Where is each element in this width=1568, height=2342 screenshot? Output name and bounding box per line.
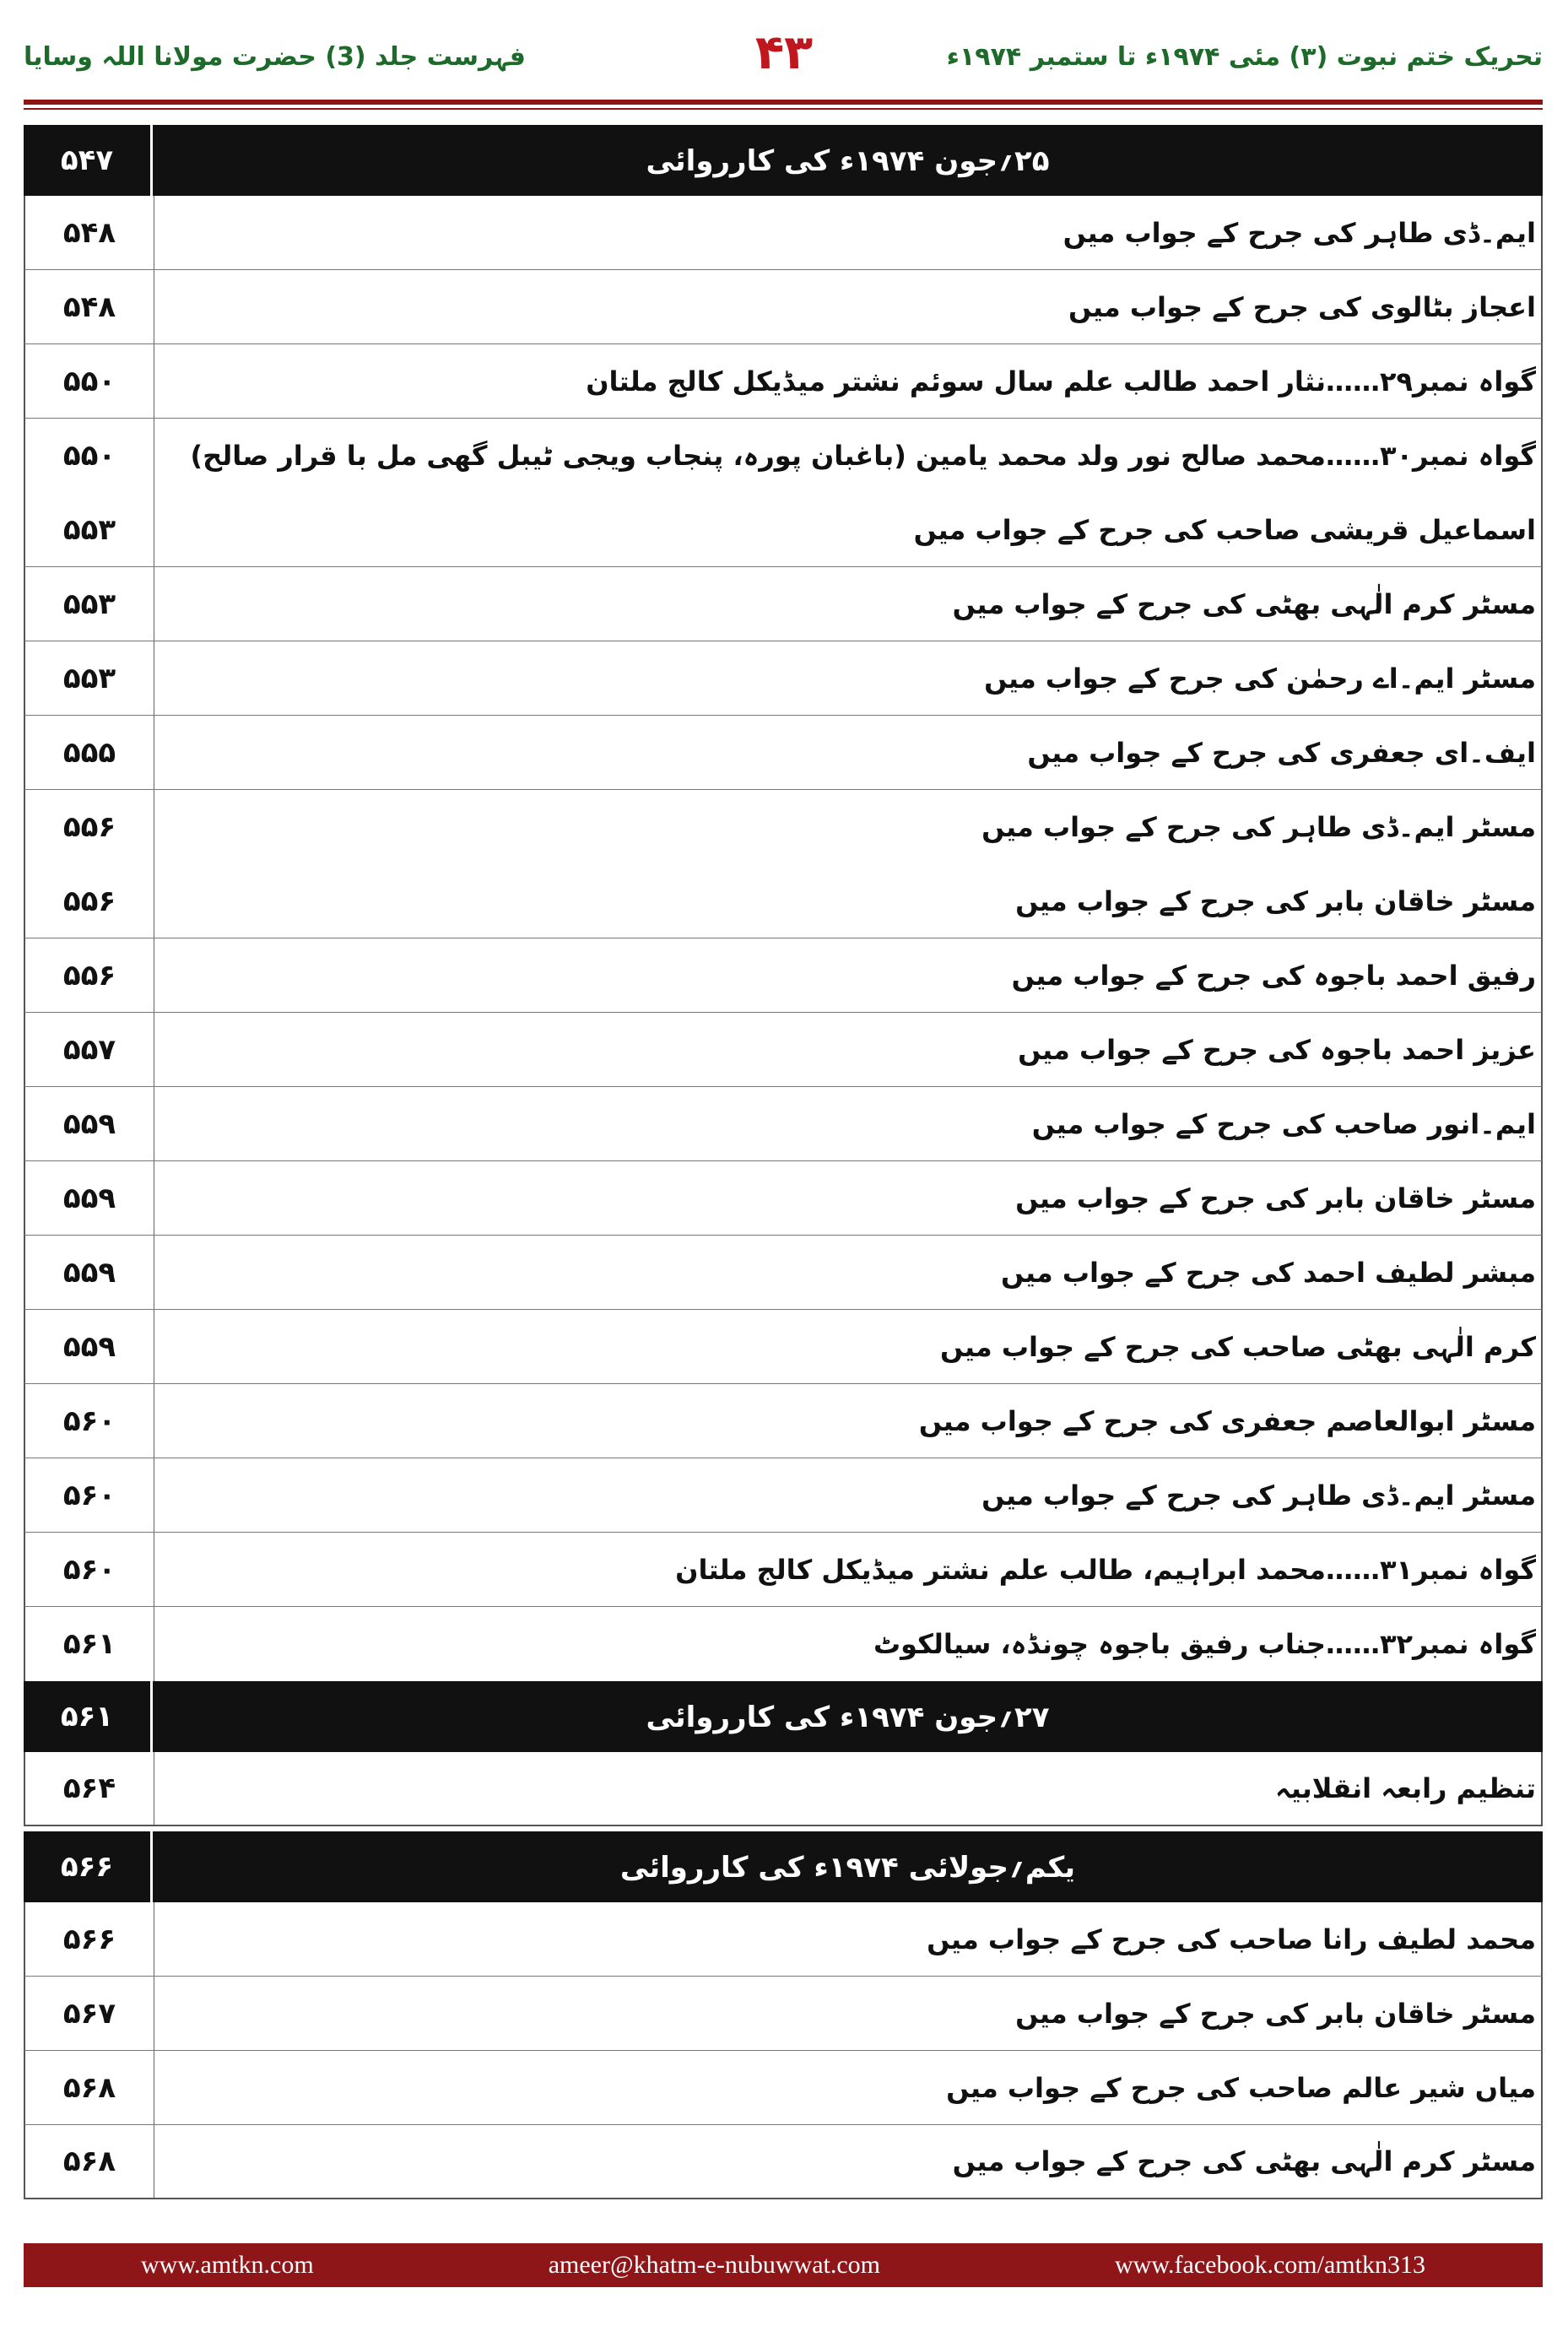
toc-entry (24, 196, 1543, 270)
email-link[interactable]: ameer@khatm-e-nubuwwat.com (548, 2251, 880, 2279)
entry-title: مبشر لطیف احمد کی جرح کے جواب میں (1001, 1256, 1536, 1289)
book-title: تحریک ختم نبوت (۳) مئی ۱۹۷۴ء تا ستمبر ۱۹۷۴ء (946, 42, 1543, 72)
toc-entry (24, 1384, 1543, 1458)
entry-title: ایف۔ای جعفری کی جرح کے جواب میں (1027, 736, 1536, 769)
website-link[interactable]: www.amtkn.com (141, 2251, 314, 2279)
section-header (24, 1831, 1543, 1902)
page-footer (24, 2243, 1543, 2287)
header-rule-thick (24, 100, 1543, 105)
entry-title: تنظیم رابعہ انقلابیہ (1274, 1772, 1536, 1804)
entry-title: مسٹر خاقان بابر کی جرح کے جواب میں (1015, 1997, 1536, 2030)
section-header (24, 125, 1543, 196)
section-page-number: ۵۶۱ (24, 1681, 153, 1752)
page-number: ۴۳ (754, 25, 814, 80)
toc-entry (24, 716, 1543, 790)
entry-title: مسٹر کرم الٰہی بھٹی کی جرح کے جواب میں (952, 2145, 1536, 2177)
toc-entry (24, 2125, 1543, 2199)
entry-page-number: ۵۶۷ (25, 1977, 154, 2050)
toc-entry (24, 567, 1543, 641)
section-page-number: ۵۴۷ (24, 125, 153, 196)
entry-page-number: ۵۶۰ (25, 1533, 154, 1606)
table-of-contents (24, 125, 1543, 2199)
entry-title: گواہ نمبر۳۰……محمد صالح نور ولد محمد یامین (باغبان پورہ، پنجاب ویجی ٹیبل گھی مل با قرار صالح) (190, 440, 1536, 472)
toc-entry (24, 1977, 1543, 2051)
facebook-link[interactable]: www.facebook.com/amtkn313 (1115, 2251, 1425, 2279)
entry-title: مسٹر خاقان بابر کی جرح کے جواب میں (1015, 1182, 1536, 1214)
entry-page-number: ۵۵۹ (25, 1087, 154, 1160)
entry-page-number: ۵۶۰ (25, 1384, 154, 1458)
entry-page-number: ۵۵۰ (25, 344, 154, 418)
toc-entry (24, 864, 1543, 938)
entry-title: مسٹر ایم۔اے رحمٰن کی جرح کے جواب میں (984, 662, 1536, 695)
toc-entry (24, 1902, 1543, 1977)
entry-page-number: ۵۴۸ (25, 270, 154, 343)
page-header (0, 0, 1568, 93)
entry-page-number: ۵۵۵ (25, 716, 154, 789)
entry-page-number: ۵۵۹ (25, 1310, 154, 1383)
entry-page-number: ۵۵۰ (25, 419, 154, 493)
toc-entry (24, 493, 1543, 567)
entry-title: کرم الٰہی بھٹی صاحب کی جرح کے جواب میں (940, 1330, 1536, 1363)
entry-page-number: ۵۶۸ (25, 2125, 154, 2198)
entry-title: گواہ نمبر۳۲……جناب رفیق باجوہ چونڈہ، سیالکوٹ (873, 1628, 1536, 1660)
section-title: یکم؍جولائی ۱۹۷۴ء کی کارروائی (619, 1850, 1076, 1885)
section-page-number: ۵۶۶ (24, 1831, 153, 1902)
entry-page-number: ۵۵۹ (25, 1161, 154, 1235)
entry-title: میاں شیر عالم صاحب کی جرح کے جواب میں (946, 2071, 1536, 2104)
header-rule-thin (24, 108, 1543, 110)
toc-entry (24, 790, 1543, 864)
section-header (24, 1681, 1543, 1752)
toc-entry (24, 270, 1543, 344)
entry-page-number: ۵۵۹ (25, 1236, 154, 1309)
toc-entry (24, 344, 1543, 419)
entry-page-number: ۵۴۸ (25, 196, 154, 269)
entry-title: عزیز احمد باجوہ کی جرح کے جواب میں (1018, 1033, 1536, 1066)
section-title: ۲۷؍جون ۱۹۷۴ء کی کارروائی (646, 1700, 1050, 1734)
toc-entry (24, 1533, 1543, 1607)
entry-title: گواہ نمبر۳۱……محمد ابراہیم، طالب علم نشتر میڈیکل کالج ملتان (675, 1553, 1536, 1586)
toc-entry (24, 938, 1543, 1013)
toc-entry (24, 1458, 1543, 1533)
toc-entry (24, 419, 1543, 493)
entry-title: مسٹر ایم۔ڈی طاہر کی جرح کے جواب میں (981, 811, 1536, 843)
entry-title: ایم۔ڈی طاہر کی جرح کے جواب میں (1062, 216, 1536, 249)
entry-title: محمد لطیف رانا صاحب کی جرح کے جواب میں (927, 1923, 1536, 1955)
toc-entry (24, 1607, 1543, 1681)
toc-entry (24, 641, 1543, 716)
index-volume-author: فہرست جلد (3) حضرت مولانا اللہ وسایا (24, 42, 526, 72)
entry-title: اعجاز بٹالوی کی جرح کے جواب میں (1068, 290, 1536, 323)
entry-page-number: ۵۶۶ (25, 1902, 154, 1976)
entry-page-number: ۵۶۰ (25, 1458, 154, 1532)
entry-page-number: ۵۵۶ (25, 938, 154, 1012)
toc-entry (24, 1752, 1543, 1826)
entry-title: ایم۔انور صاحب کی جرح کے جواب میں (1031, 1107, 1536, 1140)
toc-entry (24, 2051, 1543, 2125)
entry-title: مسٹر ایم۔ڈی طاہر کی جرح کے جواب میں (981, 1479, 1536, 1512)
toc-entry (24, 1310, 1543, 1384)
entry-title: مسٹر خاقان بابر کی جرح کے جواب میں (1015, 884, 1536, 917)
toc-entry (24, 1013, 1543, 1087)
entry-page-number: ۵۶۴ (25, 1752, 154, 1825)
entry-page-number: ۵۵۳ (25, 641, 154, 715)
entry-page-number: ۵۵۳ (25, 567, 154, 641)
entry-page-number: ۵۵۷ (25, 1013, 154, 1086)
entry-page-number: ۵۵۶ (25, 790, 154, 864)
entry-title: رفیق احمد باجوہ کی جرح کے جواب میں (1011, 959, 1536, 992)
entry-page-number: ۵۶۱ (25, 1607, 154, 1681)
toc-entry (24, 1236, 1543, 1310)
section-title: ۲۵؍جون ۱۹۷۴ء کی کارروائی (646, 143, 1050, 178)
entry-page-number: ۵۵۳ (25, 493, 154, 566)
entry-title: مسٹر کرم الٰہی بھٹی کی جرح کے جواب میں (952, 587, 1536, 620)
toc-entry (24, 1161, 1543, 1236)
entry-title: اسماعیل قریشی صاحب کی جرح کے جواب میں (913, 513, 1536, 546)
entry-title: گواہ نمبر۲۹……نثار احمد طالب علم سال سوئم نشتر میڈیکل کالج ملتان (586, 365, 1536, 398)
entry-page-number: ۵۵۶ (25, 864, 154, 938)
entry-title: مسٹر ابوالعاصم جعفری کی جرح کے جواب میں (918, 1404, 1536, 1437)
entry-page-number: ۵۶۸ (25, 2051, 154, 2124)
toc-entry (24, 1087, 1543, 1161)
